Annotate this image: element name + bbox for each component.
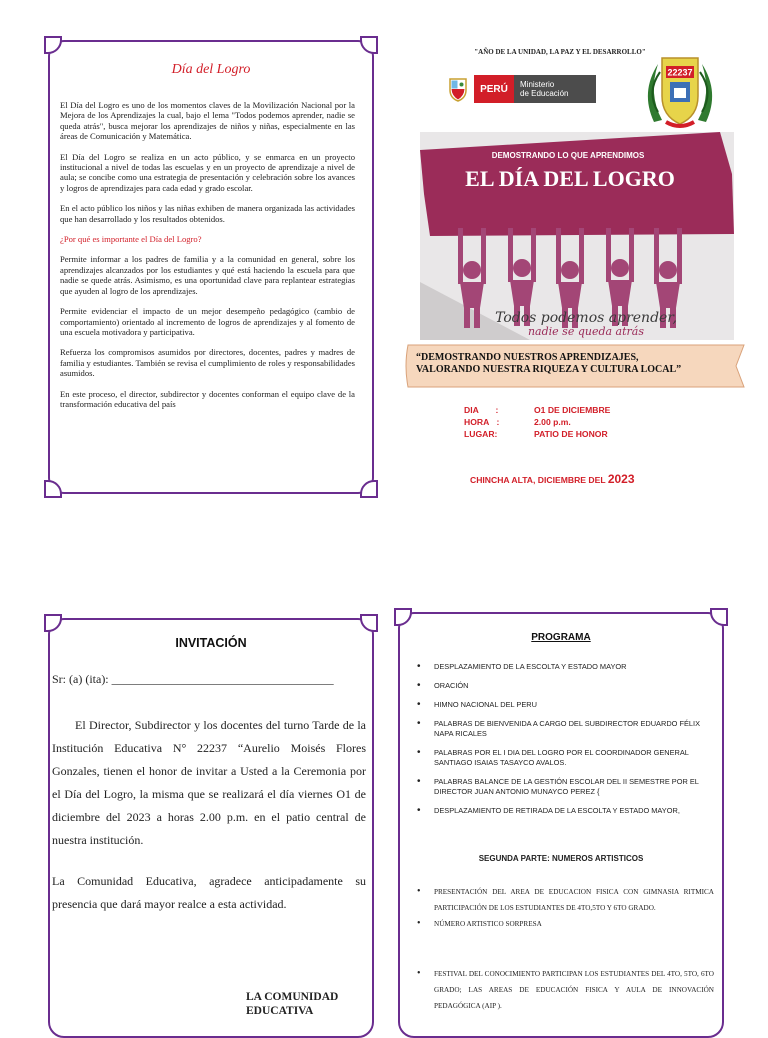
list-item: • PRESENTACIÓN DEL AREA DE EDUCACION FISICA CON GIMNASIA RITMICA PARTICIPACIÓN DE LOS ESTUDIANTES DE 4TO,5TO Y 6TO GRADO. [412, 884, 714, 916]
list-item: • PALABRAS BALANCE DE LA GESTIÓN ESCOLAR DEL II SEMESTRE POR EL DIRECTOR JUAN ANTONIO MUNAYCO PEREZ { [412, 777, 714, 797]
info-paragraph: Permite informar a los padres de familia y a la comunidad en general, sobre los aprendizajes alcanzados por los estudiantes y qué está haciendo la escuela para que nadie se quede atrás. Asimismo, es una oportunidad clave para replantear estrategias que ayuden al logro de los aprendizajes. [60, 254, 355, 296]
place-text: CHINCHA ALTA, DICIEMBRE DEL [470, 475, 606, 485]
detail-value: 2.00 p.m. [534, 417, 571, 427]
invitation-thanks: La Comunidad Educativa, agradece anticipadamente su presencia que dará mayor realce a esta actividad. [52, 874, 366, 911]
list-item: • NÚMERO ARTISTICO SORPRESA [412, 916, 714, 932]
banner-slogan-line2: nadie se queda atrás [527, 325, 645, 338]
frame-corner [360, 36, 378, 54]
frame-corner [360, 480, 378, 498]
info-paragraph: En este proceso, el director, subdirector y docentes conforman el equipo clave de la transformación educativa del país [60, 388, 355, 409]
program-list [412, 662, 714, 825]
frame-corner [360, 614, 378, 632]
detail-label: DIA : [464, 405, 499, 415]
info-paragraph: Refuerza los compromisos asumidos por directores, docentes, padres y madres de familia y estudiantes. También se revisa el cumplimiento de roles y responsabilidades asumidos. [60, 347, 355, 379]
banner-top-text: DEMOSTRANDO LO QUE APRENDIMOS [491, 151, 645, 160]
detail-row-hora [464, 416, 610, 428]
frame-corner [394, 608, 412, 626]
invitation-salutation: Sr: (a) (ita): _____________________________________ [52, 672, 334, 686]
frame-corner [44, 36, 62, 54]
detail-row-lugar [464, 428, 610, 440]
info-paragraph: El Día del Logro es uno de los momentos claves de la Movilización Nacional por la Mejora de los Aprendizajes la cual, bajo el lema "Todos podemos aprender, nadie se queda atrás", busca mejorar los aprendizajes de niños y niñas, especialmente en las áreas de Comunicación y Matemática. [60, 100, 355, 142]
school-crest-icon [640, 52, 720, 132]
info-title: Día del Logro [171, 62, 251, 77]
program-list-artistic [412, 884, 714, 932]
event-motto [404, 343, 748, 389]
frame-corner [44, 480, 62, 498]
list-item: • DESPLAZAMIENTO DE RETIRADA DE LA ESCOLTA Y ESTADO MAYOR, [412, 806, 714, 816]
peru-shield-icon [446, 75, 470, 103]
program-second-heading: SEGUNDA PARTE: NUMEROS ARTISTICOS [478, 854, 644, 863]
invitation-heading: INVITACIÓN [175, 636, 247, 650]
place-year: 2023 [607, 472, 635, 486]
banner-slogan-line1: Todos podemos aprender, [495, 310, 677, 326]
motto-line: “DEMOSTRANDO NUESTROS APRENDIZAJES, [416, 352, 639, 363]
info-card [48, 40, 374, 494]
info-paragraph: Permite evidenciar el impacto de un mejor desempeño pedagógico (cambio de comportamiento) orientado al incremento de logros de aprendizajes y al fomento de una escuela motivadora y participativa. [60, 306, 355, 337]
info-paragraph: En el acto público los niños y las niñas exhiben de manera organizada las actividades que han desarrollado y los resultados obtenidos. [60, 203, 355, 224]
detail-value: PATIO DE HONOR [534, 429, 608, 439]
list-item: • PALABRAS POR EL I DIA DEL LOGRO POR EL COORDINADOR GENERAL SANTIAGO ISAIAS TASAYCO AVALOS. [412, 748, 714, 768]
year-motto: "AÑO DE LA UNIDAD, LA PAZ Y EL DESARROLLO" [474, 48, 646, 56]
ministry-line: de Educación [520, 89, 569, 98]
program-list-festival [412, 966, 714, 1014]
list-item: • DESPLAZAMIENTO DE LA ESCOLTA Y ESTADO MAYOR [412, 662, 714, 672]
frame-corner [44, 614, 62, 632]
program-heading: PROGRAMA [531, 632, 591, 643]
info-body [60, 100, 355, 419]
dia-del-logro-banner [420, 132, 734, 340]
detail-label: HORA : [464, 417, 500, 427]
list-item: • FESTIVAL DEL CONOCIMIENTO PARTICIPAN LOS ESTUDIANTES DEL 4TO, 5TO, 6TO GRADO; LAS AREAS DE EDUCACIÓN FISICA Y AULA DE INNOVACIÓN PEDAGÓGICA (AIP ). [412, 966, 714, 1014]
invitation-signature [246, 990, 338, 1018]
program-card [398, 612, 724, 1038]
place-date [470, 472, 635, 486]
signature-line: LA COMUNIDAD [246, 991, 339, 1003]
detail-value: O1 DE DICIEMBRE [534, 405, 611, 415]
frame-corner [710, 608, 728, 626]
list-item: • PALABRAS DE BIENVENIDA A CARGO DEL SUBDIRECTOR EDUARDO FÉLIX NAPA RICALES [412, 719, 714, 739]
peru-label: PERÚ [474, 75, 514, 103]
motto-text [416, 352, 724, 376]
ministry-line: Ministerio [520, 80, 555, 89]
ministry-logo [446, 74, 596, 104]
ministry-label [514, 75, 596, 103]
signature-line: EDUCATIVA [246, 1005, 314, 1017]
motto-line: VALORANDO NUESTRA RIQUEZA Y CULTURA LOCAL” [416, 364, 682, 375]
detail-row-dia [464, 404, 610, 416]
detail-label: LUGAR: [464, 429, 498, 439]
list-item: • ORACIÓN [412, 681, 714, 691]
invitation-body: El Director, Subdirector y los docentes del turno Tarde de la Institución Educativa N° 22237 “Aurelio Moisés Flores Gonzales, tienen el honor de invitar a Usted a la Ceremonia por el Día del Logro, la misma que se realizará el día viernes O1 de diciembre del 2023 a horas 2.00 p.m. en el patio central de nuestra institución. [52, 718, 366, 847]
school-number: 22237 [667, 67, 693, 78]
info-question: ¿Por qué es importante el Día del Logro? [60, 234, 202, 245]
list-item: • HIMNO NACIONAL DEL PERU [412, 700, 714, 710]
banner-main-text: EL DÍA DEL LOGRO [465, 166, 675, 191]
info-paragraph: El Día del Logro se realiza en un acto público, y se enmarca en un proyecto institucional a nivel de todas las escuelas y en un proyecto de aprendizaje a nivel de aula; se concibe como una estrategia de presentación y celebración sobre los avances y logros de aprendizajes para cada edad y grado escolar. [60, 151, 355, 193]
invitation-card [48, 618, 374, 1038]
event-details [464, 404, 610, 440]
